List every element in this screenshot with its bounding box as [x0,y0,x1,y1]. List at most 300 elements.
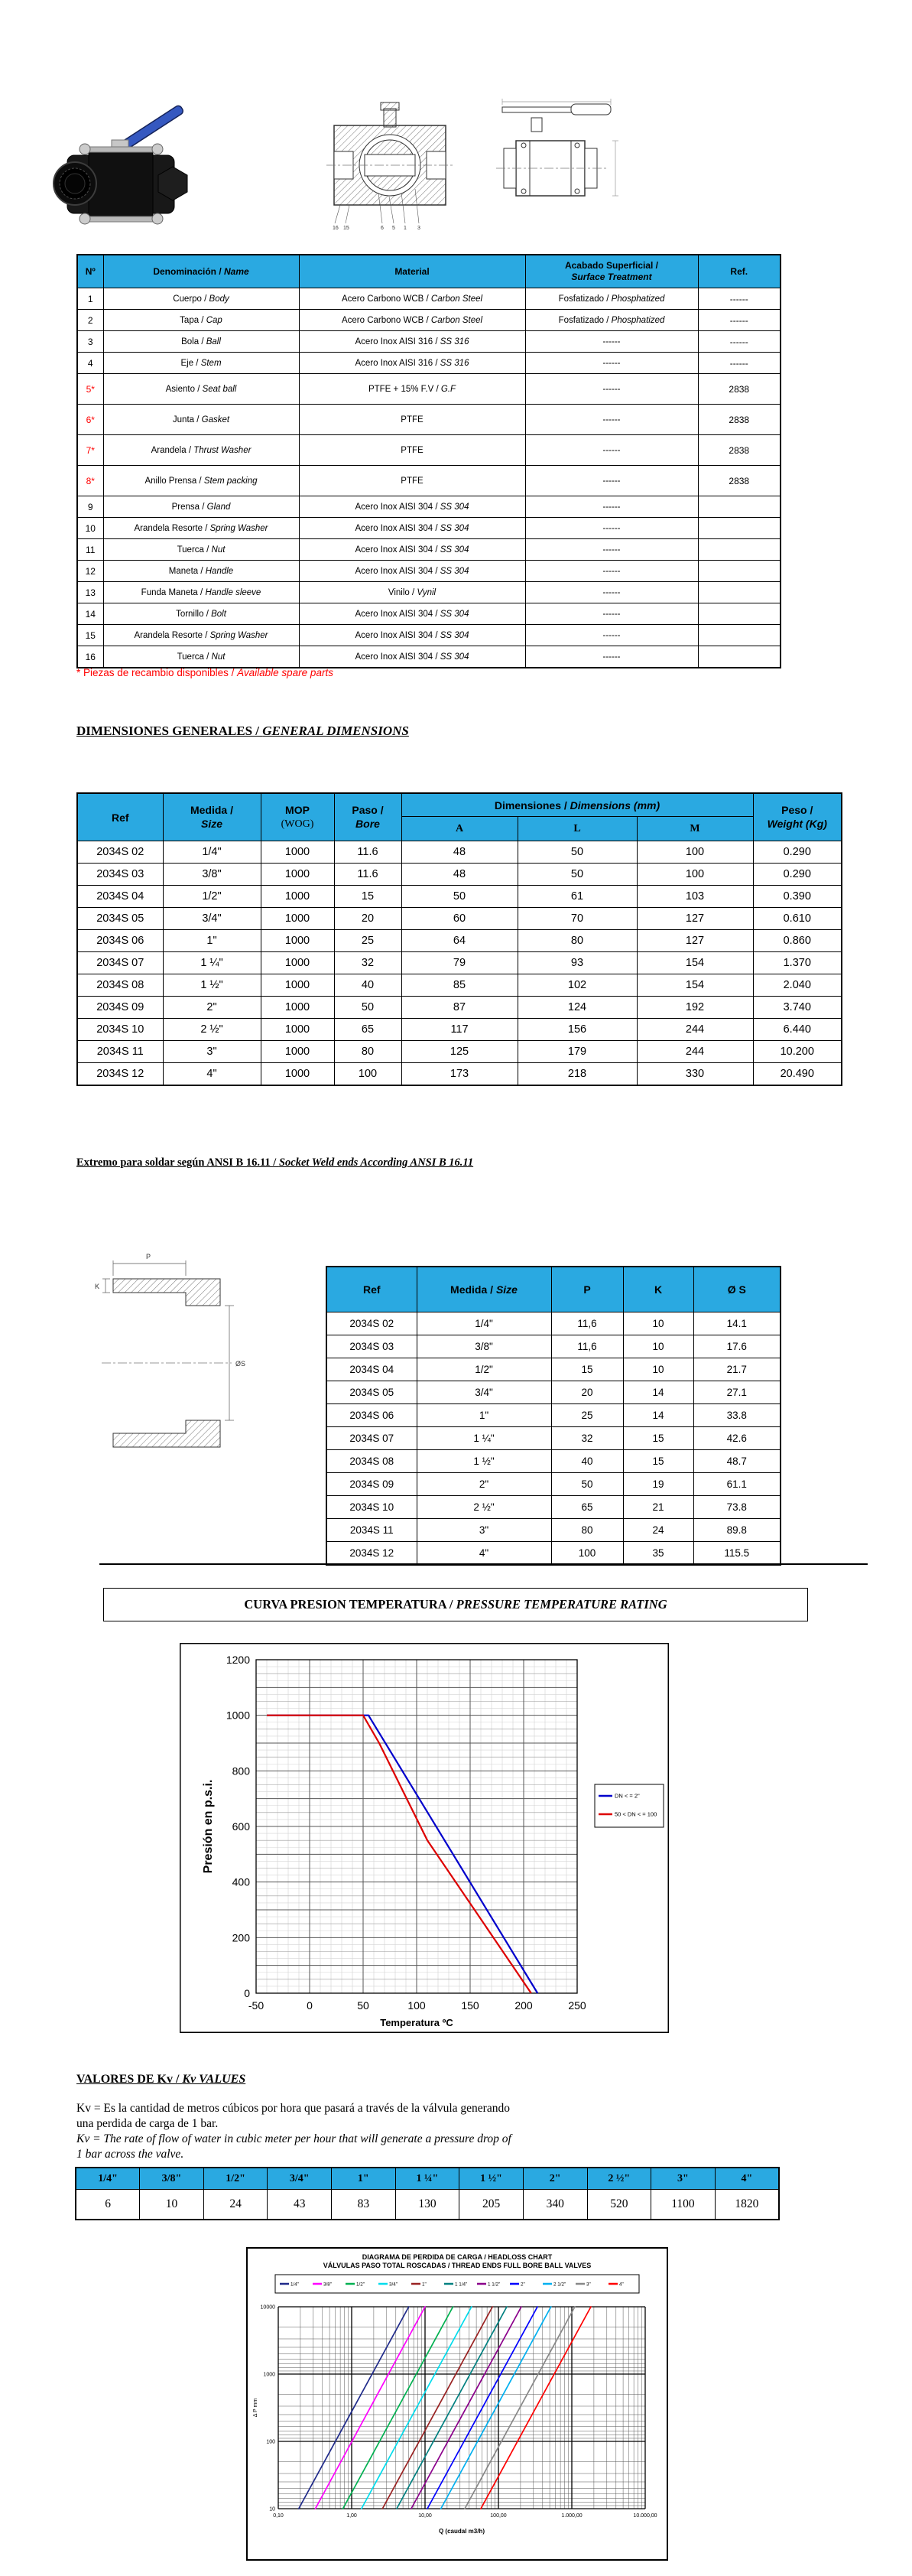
table-cell: 79 [401,952,518,974]
table-cell: 1" [417,1404,551,1427]
table-cell: 65 [551,1496,623,1519]
table-cell: Anillo Prensa / Stem packing [103,466,299,496]
table-cell: Maneta / Handle [103,561,299,582]
x-tick-label: 0,10 [273,2513,284,2519]
table-row [326,1519,781,1542]
table-cell: ------ [525,561,698,582]
table-cell: 1000 [261,841,334,864]
table-cell [698,646,781,668]
table-cell: 2034S 04 [77,886,163,908]
table-cell: Acero Inox AISI 304 / SS 304 [299,518,525,539]
table-cell: 3" [417,1519,551,1542]
table-cell: Acero Inox AISI 316 / SS 316 [299,331,525,353]
table-cell: Fosfatizado / Phosphatized [525,288,698,310]
table-cell: 0.860 [753,930,842,952]
table-row [77,974,842,997]
col-header-material: Material [299,255,525,288]
kv-size-header: 3/4" [268,2168,332,2190]
table-cell: 4" [163,1063,261,1086]
table-cell: 9 [77,496,103,518]
valve-side-drawing [485,96,623,236]
table-cell: 10 [77,518,103,539]
table-cell: PTFE + 15% F.V / G.F [299,374,525,405]
table-row [326,1473,781,1496]
table-cell: ------ [698,310,781,331]
table-row [77,539,781,561]
table-cell: 1/4" [417,1312,551,1335]
col-header-weight: Peso / Weight (Kg) [753,793,842,841]
table-cell: 35 [623,1542,693,1566]
table-cell: 2838 [698,466,781,496]
table-cell [698,518,781,539]
table-cell: 89.8 [693,1519,781,1542]
table-cell: 1000 [261,886,334,908]
x-tick-label: -50 [248,1999,265,2012]
kv-value: 130 [395,2190,459,2220]
kv-size-header: 1/2" [203,2168,268,2190]
table-cell [698,603,781,625]
table-cell: ------ [525,466,698,496]
table-cell: 40 [551,1450,623,1473]
y-tick-label: 600 [232,1820,250,1833]
table-cell: 61 [518,886,637,908]
kv-values-title: VALORES DE Kv / Kv VALUES [76,2073,246,2086]
table-row [77,997,842,1019]
table-cell: 2034S 03 [77,864,163,886]
kv-value: 43 [268,2190,332,2220]
table-cell: 6.440 [753,1019,842,1041]
table-row [77,561,781,582]
table-cell: ------ [525,496,698,518]
legend-label: 3/4" [389,2282,398,2288]
col-header-no: Nº [77,255,103,288]
table-cell: 85 [401,974,518,997]
table-row [77,353,781,374]
table-cell: Vinilo / Vynil [299,582,525,603]
table-row [76,2168,779,2190]
table-cell: 93 [518,952,637,974]
table-cell: 1000 [261,1041,334,1063]
table-cell: 24 [623,1519,693,1542]
kv-value: 6 [76,2190,140,2220]
table-cell: 14 [623,1404,693,1427]
valve-handle [112,105,184,154]
y-tick-label: 100 [266,2439,275,2445]
table-row [326,1542,781,1566]
table-cell: 42.6 [693,1427,781,1450]
table-cell: 1 ½" [417,1450,551,1473]
table-cell: Tuerca / Nut [103,646,299,668]
y-axis-label: Δ P mm [253,2398,258,2418]
col-header-size: Medida / Size [417,1267,551,1312]
col-header-ref: Ref. [698,255,781,288]
table-cell: 21 [623,1496,693,1519]
table-cell: ------ [525,374,698,405]
kv-text-line: 1 bar across the valve. [76,2148,184,2161]
table-row [77,1041,842,1063]
legend-label: 4" [619,2282,624,2288]
table-row [326,1358,781,1381]
table-row [77,582,781,603]
table-cell: 2 ½" [163,1019,261,1041]
y-tick-label: 800 [232,1764,250,1778]
legend-label: 1 1/4" [455,2282,468,2288]
table-cell: 2034S 05 [77,908,163,930]
table-cell: 48.7 [693,1450,781,1473]
table-cell: 2838 [698,374,781,405]
table-cell: ------ [525,353,698,374]
table-cell: 50 [518,841,637,864]
legend-label: 3" [586,2282,591,2288]
table-cell: 80 [518,930,637,952]
x-tick-label: 50 [357,1999,369,2012]
table-cell: 15 [551,1358,623,1381]
table-cell: 4" [417,1542,551,1566]
legend-label: 3/8" [323,2282,332,2288]
table-row [77,908,842,930]
table-cell: 1000 [261,930,334,952]
table-cell: ------ [525,582,698,603]
table-cell [698,496,781,518]
table-cell: Junta / Gasket [103,405,299,435]
table-cell: Cuerpo / Body [103,288,299,310]
table-cell: 50 [401,886,518,908]
table-cell: ------ [698,353,781,374]
table-cell: ------ [525,331,698,353]
table-cell: ------ [525,603,698,625]
part-callout: 16 [333,226,339,231]
x-axis-label: Q (caudal m3/h) [438,2528,485,2535]
table-cell: 2838 [698,405,781,435]
headloss-chart [246,2247,668,2561]
table-cell: 2034S 06 [77,930,163,952]
table-cell: 1000 [261,908,334,930]
table-cell: Acero Inox AISI 304 / SS 304 [299,539,525,561]
col-header-dimensions: Dimensiones / Dimensions (mm) [401,793,753,817]
table-cell: ------ [698,331,781,353]
table-cell: 100 [334,1063,401,1086]
col-header-size: Medida / Size [163,793,261,841]
valve-photo-image [44,98,205,234]
table-cell: ------ [525,435,698,466]
legend-label: 2" [521,2282,525,2288]
table-row [77,841,842,864]
col-header-name: Denominación / Name [103,255,299,288]
table-cell: 12 [77,561,103,582]
table-cell: ------ [525,405,698,435]
table-row [326,1450,781,1473]
table-cell: 127 [637,930,753,952]
kv-size-header: 1 ½" [459,2168,524,2190]
table-cell: 154 [637,974,753,997]
table-cell: 330 [637,1063,753,1086]
kv-size-header: 4" [715,2168,779,2190]
table-cell: 125 [401,1041,518,1063]
table-cell: Acero Carbono WCB / Carbon Steel [299,310,525,331]
x-tick-label: 150 [461,1999,479,2012]
table-cell: 2034S 08 [77,974,163,997]
table-cell: 11,6 [551,1335,623,1358]
table-cell: 3/8" [417,1335,551,1358]
table-cell: 15 [77,625,103,646]
table-cell: 0.290 [753,841,842,864]
table-row [77,603,781,625]
table-cell: 25 [551,1404,623,1427]
table-cell: 10.200 [753,1041,842,1063]
table-cell: 6* [77,405,103,435]
table-row [77,310,781,331]
table-row [326,1427,781,1450]
table-header-row [77,255,781,288]
table-row [77,646,781,668]
table-cell: 2034S 10 [77,1019,163,1041]
table-cell: 100 [637,864,753,886]
table-cell: 15 [623,1450,693,1473]
table-cell: Asiento / Seat ball [103,374,299,405]
x-tick-label: 10,00 [418,2513,432,2519]
chart-subtitle: VÁLVULAS PASO TOTAL ROSCADAS / THREAD ENDS FULL BORE BALL VALVES [323,2262,592,2269]
table-cell: 14 [77,603,103,625]
table-cell: 3/4" [417,1381,551,1404]
y-tick-label: 10 [269,2506,275,2513]
table-header-row [77,793,842,817]
table-cell: 2034S 04 [326,1358,417,1381]
table-cell: 50 [518,864,637,886]
table-row [77,496,781,518]
table-row [77,864,842,886]
table-cell: 1000 [261,1063,334,1086]
kv-size-header: 1/4" [76,2168,140,2190]
table-cell: 65 [334,1019,401,1041]
col-header-bore: Paso / Bore [334,793,401,841]
table-cell: ------ [698,288,781,310]
table-cell: 2034S 08 [326,1450,417,1473]
table-cell: 61.1 [693,1473,781,1496]
table-cell: 25 [334,930,401,952]
table-cell: Acero Inox AISI 316 / SS 316 [299,353,525,374]
table-cell: 2034S 07 [326,1427,417,1450]
table-cell [698,625,781,646]
table-cell: 2034S 11 [77,1041,163,1063]
table-cell: Tuerca / Nut [103,539,299,561]
kv-value: 24 [203,2190,268,2220]
table-cell: 48 [401,841,518,864]
table-cell: 80 [334,1041,401,1063]
table-cell: 2034S 12 [326,1542,417,1566]
table-cell: 14 [623,1381,693,1404]
table-cell: 2" [417,1473,551,1496]
kv-value: 83 [332,2190,396,2220]
legend-label: 50 < DN < = 100 [615,1810,657,1818]
col-header-ref: Ref [77,793,163,841]
table-cell: 1 ¼" [417,1427,551,1450]
table-cell: 115.5 [693,1542,781,1566]
table-row [77,886,842,908]
table-cell: 124 [518,997,637,1019]
table-cell: 100 [551,1542,623,1566]
general-dimensions-table [76,792,842,1086]
table-cell: 2034S 12 [77,1063,163,1086]
table-cell: 19 [623,1473,693,1496]
legend-label: DN < = 2" [615,1792,640,1800]
table-cell: Acero Inox AISI 304 / SS 304 [299,625,525,646]
table-cell: 10 [623,1312,693,1335]
table-cell: 20.490 [753,1063,842,1086]
y-tick-label: 200 [232,1931,250,1944]
table-cell: 0.290 [753,864,842,886]
table-cell: 32 [334,952,401,974]
table-cell: 156 [518,1019,637,1041]
table-cell: 2034S 10 [326,1496,417,1519]
table-cell: 10 [623,1358,693,1381]
dim-label-p: P [146,1253,151,1260]
table-cell: 1.370 [753,952,842,974]
kv-size-header: 1 ¼" [395,2168,459,2190]
table-cell: 1000 [261,997,334,1019]
table-cell: 73.8 [693,1496,781,1519]
table-cell: 2034S 07 [77,952,163,974]
table-cell: 50 [334,997,401,1019]
table-cell: 1000 [261,864,334,886]
col-header-p: P [551,1267,623,1312]
kv-value: 10 [140,2190,204,2220]
table-cell: Bola / Ball [103,331,299,353]
table-cell: Eje / Stem [103,353,299,374]
table-cell: Acero Inox AISI 304 / SS 304 [299,603,525,625]
table-cell: 33.8 [693,1404,781,1427]
x-tick-label: 200 [514,1999,533,2012]
table-row [326,1404,781,1427]
col-header-mop: MOP (WOG) [261,793,334,841]
table-cell: 1 ¼" [163,952,261,974]
x-tick-label: 1.000,00 [561,2513,583,2519]
y-tick-label: 0 [244,1987,250,1999]
table-cell: 11 [77,539,103,561]
table-row [77,374,781,405]
table-cell: 70 [518,908,637,930]
part-callout: 3 [417,226,420,231]
table-cell: 2" [163,997,261,1019]
legend-label: 1 1/2" [488,2282,501,2288]
table-cell: 4 [77,353,103,374]
kv-size-header: 1" [332,2168,396,2190]
table-cell: Tapa / Cap [103,310,299,331]
kv-size-header: 3/8" [140,2168,204,2190]
table-cell: 7* [77,435,103,466]
table-cell: 2 ½" [417,1496,551,1519]
table-row [77,288,781,310]
table-cell: PTFE [299,435,525,466]
table-row [77,1019,842,1041]
section-divider [99,1563,868,1565]
table-row [326,1335,781,1358]
table-cell: Prensa / Gland [103,496,299,518]
table-cell: 0.610 [753,908,842,930]
table-cell: 179 [518,1041,637,1063]
table-cell: 15 [623,1427,693,1450]
kv-value: 1100 [651,2190,716,2220]
table-cell: 154 [637,952,753,974]
legend-label: 1/2" [356,2282,365,2288]
valve-bolt [86,147,157,152]
table-cell: ------ [525,539,698,561]
materials-table [76,254,781,668]
part-callout: 1 [404,226,407,231]
valve-bolt [86,216,157,222]
table-cell: 13 [77,582,103,603]
table-cell: PTFE [299,405,525,435]
table-cell: 117 [401,1019,518,1041]
kv-text-line: una perdida de carga de 1 bar. [76,2117,219,2130]
table-cell: 2.040 [753,974,842,997]
x-tick-label: 10.000,00 [633,2513,657,2519]
table-row [77,466,781,496]
table-cell: 3" [163,1041,261,1063]
table-cell: ------ [525,518,698,539]
table-cell: 3/4" [163,908,261,930]
table-row [326,1496,781,1519]
col-header-ref: Ref [326,1267,417,1312]
kv-text-line: Kv = Es la cantidad de metros cúbicos por hora que pasará a través de la válvula generando [76,2102,510,2115]
table-cell: 1/2" [163,886,261,908]
chart-legend [595,1784,664,1827]
legend-label: 1/4" [290,2282,299,2288]
table-cell: 11.6 [334,841,401,864]
general-dimensions-title: DIMENSIONES GENERALES / GENERAL DIMENSIONS [76,724,409,738]
table-cell: 2034S 02 [77,841,163,864]
table-cell: 15 [334,886,401,908]
table-cell: 173 [401,1063,518,1086]
table-cell: Arandela Resorte / Spring Washer [103,625,299,646]
socket-weld-drawing [67,1233,251,1456]
table-cell: 100 [637,841,753,864]
kv-value: 205 [459,2190,524,2220]
table-cell: Acero Carbono WCB / Carbon Steel [299,288,525,310]
valve-section-drawing [325,96,456,236]
table-cell: 1 [77,288,103,310]
table-cell: 87 [401,997,518,1019]
y-tick-label: 400 [232,1875,250,1888]
table-cell [698,582,781,603]
legend-label: 1" [422,2282,427,2288]
part-callout: 15 [343,226,349,231]
table-cell: 127 [637,908,753,930]
table-cell: Arandela / Thrust Washer [103,435,299,466]
col-header-m: M [637,817,753,841]
table-row [77,930,842,952]
table-cell: 60 [401,908,518,930]
x-tick-label: 100 [407,1999,426,2012]
y-tick-label: 10000 [260,2304,275,2311]
table-row [77,518,781,539]
table-header-row [326,1267,781,1312]
table-row [77,1063,842,1086]
x-tick-label: 0 [307,1999,313,2012]
table-cell [698,561,781,582]
table-cell: 40 [334,974,401,997]
kv-size-header: 2" [523,2168,587,2190]
kv-size-header: 3" [651,2168,716,2190]
x-axis-label: Temperatura ºC [380,2017,453,2028]
table-cell: 2034S 09 [77,997,163,1019]
pressure-temperature-heading: CURVA PRESION TEMPERATURA / PRESSURE TEMPERATURE RATING [103,1588,808,1621]
table-cell: Fosfatizado / Phosphatized [525,310,698,331]
table-cell: 218 [518,1063,637,1086]
kv-text-line: Kv = The rate of flow of water in cubic meter per hour that will generate a pressure drop of [76,2132,511,2145]
table-cell: 2034S 05 [326,1381,417,1404]
table-cell: PTFE [299,466,525,496]
kv-definition-text [76,2101,849,2162]
